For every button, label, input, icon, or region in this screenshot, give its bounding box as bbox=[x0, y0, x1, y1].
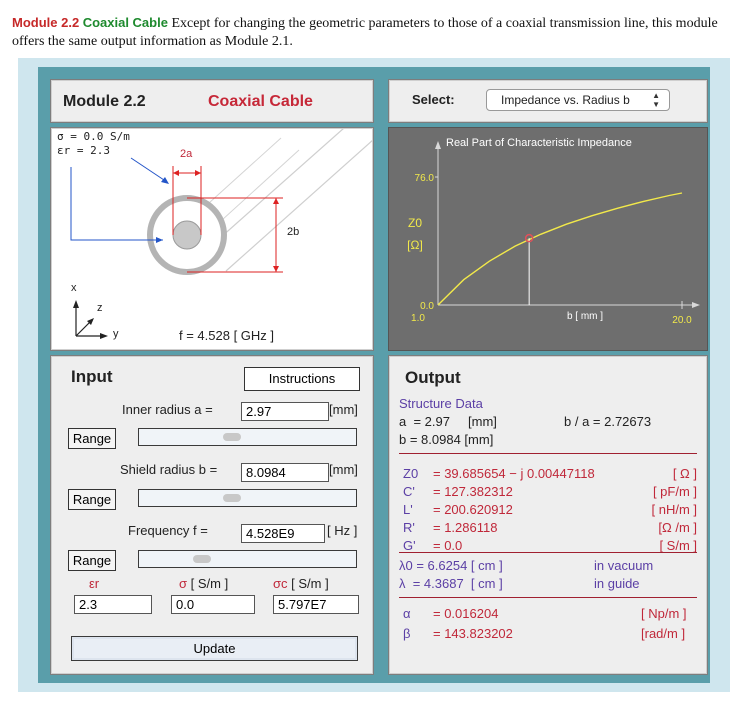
alpha-unit: [ Np/m ] bbox=[641, 606, 687, 621]
inner-radius-range-button[interactable]: Range bbox=[68, 428, 116, 449]
caption-module: Module 2.2 bbox=[12, 15, 80, 30]
structure-title: Structure Data bbox=[399, 396, 483, 411]
ratio-output: b / a = 2.72673 bbox=[564, 414, 652, 429]
cable-edge-bottom bbox=[226, 140, 373, 271]
separator-3 bbox=[399, 597, 697, 598]
impedance-chart bbox=[389, 128, 707, 350]
param-unit: [ S/m ] bbox=[659, 538, 697, 553]
cable-edge-top bbox=[211, 128, 344, 246]
axis-y-head bbox=[100, 333, 108, 339]
beta-symbol: β bbox=[403, 626, 411, 641]
dim-2b-head-bottom bbox=[273, 266, 279, 272]
inner-radius-field[interactable]: 2.97 bbox=[241, 402, 329, 421]
y-tick-label-max: 76.0 bbox=[414, 173, 434, 184]
param-value: = 0.0 bbox=[433, 538, 463, 553]
y-tick-label-min: 0.0 bbox=[420, 301, 434, 312]
instructions-button[interactable]: Instructions bbox=[244, 367, 360, 391]
output-heading: Output bbox=[405, 368, 461, 387]
sigma-c-label: σc [ S/m ] bbox=[273, 576, 329, 591]
plot-type-value: Impedance vs. Radius b bbox=[501, 93, 630, 107]
frequency-unit: [ Hz ] bbox=[327, 523, 358, 538]
eps-pointer bbox=[131, 158, 167, 182]
dim-2b-head-top bbox=[273, 198, 279, 204]
module-label: Module 2.2 bbox=[63, 93, 146, 110]
lambda-note: in guide bbox=[594, 576, 640, 591]
sigma-c-field[interactable]: 5.797E7 bbox=[273, 595, 359, 614]
axis-x-label: x bbox=[71, 282, 77, 294]
dim-2a-head-left bbox=[173, 170, 179, 176]
x-axis-label: b [ mm ] bbox=[566, 311, 604, 322]
eps-pointer-head bbox=[161, 177, 169, 184]
applet-container bbox=[18, 58, 730, 692]
y-axis-arrow bbox=[435, 141, 441, 149]
frequency-slider[interactable] bbox=[138, 550, 357, 568]
inner-radius-slider[interactable] bbox=[138, 428, 357, 446]
alpha-symbol: α bbox=[403, 606, 411, 621]
param-value: = 1.286118 bbox=[433, 520, 498, 535]
frequency-label: Frequency f = bbox=[128, 523, 208, 538]
sigma-readout: σ = 0.0 S/m bbox=[57, 130, 130, 143]
x-axis-arrow bbox=[692, 302, 700, 308]
lambda0-output: λ0 = 6.6254 [ cm ] bbox=[399, 558, 503, 573]
shield-radius-label: Shield radius b = bbox=[120, 462, 218, 477]
select-panel bbox=[388, 79, 708, 123]
param-symbol: R' bbox=[403, 520, 415, 535]
update-button[interactable]: Update bbox=[71, 636, 358, 661]
plot-type-select[interactable] bbox=[486, 89, 670, 111]
select-arrows-icon: ▲ ▼ bbox=[652, 91, 660, 109]
geometry-panel bbox=[50, 127, 374, 351]
beta-output: = 143.823202 bbox=[433, 626, 513, 641]
param-value: = 39.685654 − j 0.00447118 bbox=[433, 466, 595, 481]
shield-radius-range-button[interactable]: Range bbox=[68, 489, 116, 510]
epsilon-label: εr bbox=[89, 576, 100, 591]
shield-radius-slider[interactable] bbox=[138, 489, 357, 507]
select-label: Select: bbox=[412, 92, 455, 107]
dim-2a-head-right bbox=[195, 170, 201, 176]
axis-y-label: y bbox=[113, 328, 119, 340]
axis-x-head bbox=[73, 300, 79, 308]
x-tick-label-min: 1.0 bbox=[411, 313, 425, 324]
y-axis-symbol: Z0 bbox=[407, 216, 423, 230]
shield-radius-unit: [mm] bbox=[329, 462, 358, 477]
alpha-output: = 0.016204 bbox=[433, 606, 499, 621]
label-2b: 2b bbox=[287, 226, 300, 238]
epsilon-field[interactable]: 2.3 bbox=[74, 595, 152, 614]
applet-frame bbox=[38, 67, 710, 683]
param-symbol: C' bbox=[403, 484, 415, 499]
coax-diagram bbox=[51, 128, 373, 350]
sigma-label: σ [ S/m ] bbox=[179, 576, 229, 591]
param-value: = 200.620912 bbox=[433, 502, 513, 517]
epsilon-readout: εr = 2.3 bbox=[57, 144, 110, 157]
inner-conductor bbox=[173, 221, 201, 249]
beta-unit: [rad/m ] bbox=[641, 626, 686, 641]
param-symbol: G' bbox=[403, 538, 416, 553]
param-unit: [Ω /m ] bbox=[658, 520, 697, 535]
caption-text: Except for changing the geometric parameters to those of a coaxial transmission line, this module offers the same output information as Module 2.1. bbox=[12, 16, 718, 49]
shield-radius-field[interactable]: 8.0984 bbox=[241, 463, 329, 482]
param-value: = 127.382312 bbox=[433, 484, 513, 499]
inner-radius-unit: [mm] bbox=[329, 402, 358, 417]
lambda-output: λ = 4.3687 [ cm ] bbox=[399, 576, 503, 591]
inner-radius-slider-thumb[interactable] bbox=[223, 433, 241, 441]
frequency-range-button[interactable]: Range bbox=[68, 550, 116, 571]
inner-radius-output: a = 2.97 [mm] bbox=[399, 414, 497, 429]
inner-radius-label: Inner radius a = bbox=[122, 402, 213, 417]
caption-title: Coaxial Cable bbox=[82, 15, 168, 30]
lambda0-note: in vacuum bbox=[594, 558, 654, 573]
param-unit: [ Ω ] bbox=[672, 466, 697, 481]
chart-panel bbox=[388, 127, 708, 351]
y-axis-unit: [Ω] bbox=[407, 238, 423, 252]
frequency-field[interactable]: 4.528E9 bbox=[241, 524, 325, 543]
param-symbol: Z0 bbox=[403, 466, 419, 481]
chart-title: Real Part of Characteristic Impedance bbox=[446, 137, 632, 149]
separator-1 bbox=[399, 453, 697, 454]
module-title: Coaxial Cable bbox=[208, 93, 313, 110]
label-2a: 2a bbox=[180, 148, 193, 160]
separator-2 bbox=[399, 552, 697, 553]
param-symbol: L' bbox=[403, 502, 413, 517]
shield-radius-slider-thumb[interactable] bbox=[223, 494, 241, 502]
output-panel bbox=[388, 355, 708, 675]
title-panel bbox=[50, 79, 374, 123]
param-unit: [ pF/m ] bbox=[652, 484, 697, 499]
sigma-field[interactable]: 0.0 bbox=[171, 595, 255, 614]
shield-radius-output: b = 8.0984 [mm] bbox=[399, 432, 494, 447]
x-tick-label-max: 20.0 bbox=[672, 315, 692, 326]
frequency-slider-thumb[interactable] bbox=[193, 555, 211, 563]
input-panel bbox=[50, 355, 374, 675]
axis-z-label: z bbox=[97, 302, 103, 314]
caption bbox=[12, 14, 742, 51]
frequency-readout: f = 4.528 [ GHz ] bbox=[179, 328, 275, 343]
param-unit: [ nH/m ] bbox=[651, 502, 697, 517]
impedance-curve bbox=[438, 193, 682, 305]
input-heading: Input bbox=[71, 367, 113, 386]
axis-z-line bbox=[76, 321, 91, 336]
